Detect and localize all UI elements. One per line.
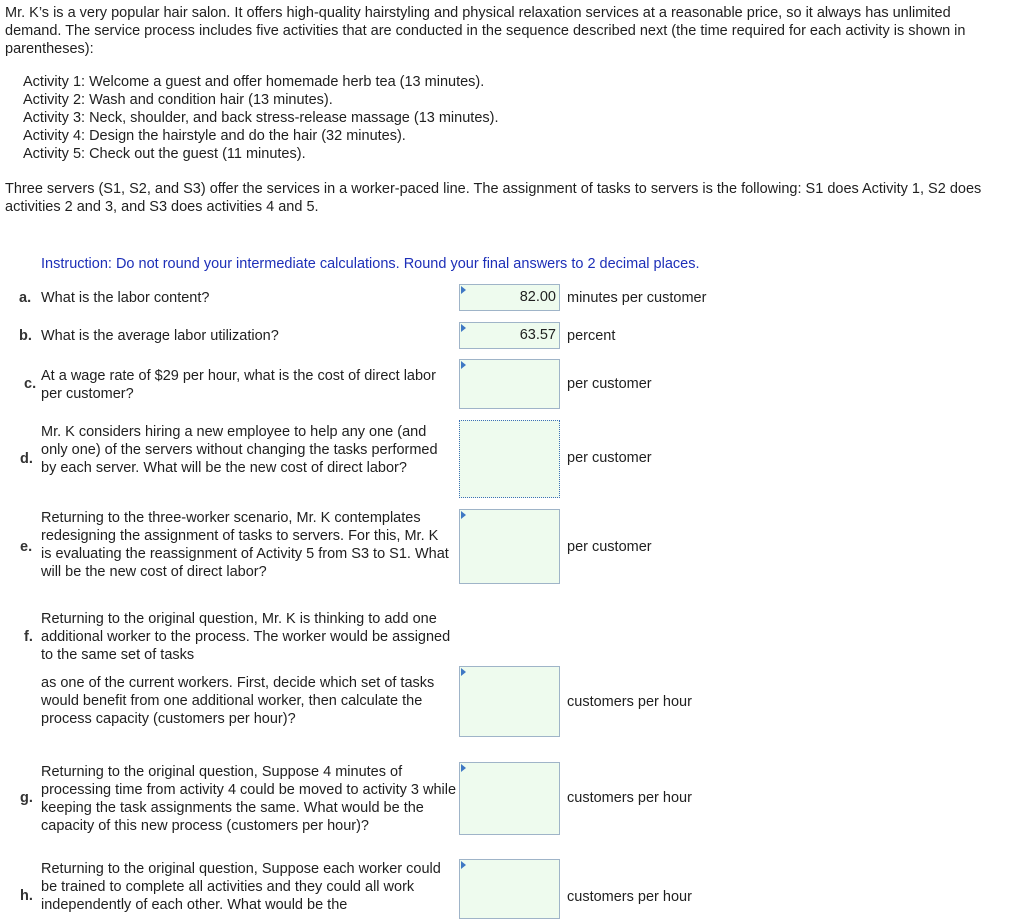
question-text-continued: as one of the current workers. First, decide which set of tasks would benefit from one additional worker, then calculate the process capacity (customers per hour)? [41,675,435,727]
question-text: Mr. K considers hiring a new employee to help any one (and only one) of the servers without changing the tasks performed by each server. What will be the new cost of direct labor? [41,424,438,476]
answer-b-input[interactable] [459,322,560,349]
problem-intro: Mr. K’s is a very popular hair salon. It offers high-quality hairstyling and physical relaxation services at a reasonable price, so it always has unlimited demand. The service process includes five activities that are conducted in the sequence described next (the time required for each activity is shown in parentheses): [5,5,966,57]
answer-a-input[interactable] [459,284,560,311]
question-letter: e. [20,539,33,555]
question-letter: c. [24,376,37,392]
answer-unit: customers per hour [567,694,692,710]
question-text: Returning to the three-worker scenario, Mr. K contemplates redesigning the assignment of tasks to servers. For this, Mr. K is evaluating the reassignment of Activity 5 from S3 to S1. What will be the new cost of direct labor? [41,510,449,580]
question-text: Returning to the original question, Suppose each worker could be trained to complete all activities and they could all work independently of each other. What would be the [41,861,441,913]
answer-value: 63.57 [519,327,556,343]
question-text: What is the labor content? [41,290,210,306]
input-marker-icon [461,324,466,332]
answer-g-input[interactable] [459,762,560,835]
instruction-text: Instruction: Do not round your intermediate calculations. Round your final answers to 2 decimal places. [41,256,700,272]
activity-1: Activity 1: Welcome a guest and offer homemade herb tea (13 minutes). [23,74,485,90]
answer-unit: per customer [567,539,652,555]
answer-value: 82.00 [519,289,556,305]
answer-h-input[interactable] [459,859,560,919]
question-letter: f. [24,629,33,645]
activity-2: Activity 2: Wash and condition hair (13 minutes). [23,92,333,108]
question-text: At a wage rate of $29 per hour, what is the cost of direct labor per customer? [41,368,436,402]
question-letter: b. [19,328,32,344]
question-text: What is the average labor utilization? [41,328,279,344]
answer-unit: per customer [567,376,652,392]
answer-d-input[interactable] [459,420,560,498]
input-marker-icon [461,861,466,869]
question-text: Returning to the original question, Mr. K is thinking to add one additional worker to the process. The worker would be assigned to the same set of tasks [41,611,451,663]
question-letter: a. [19,290,32,306]
answer-unit: minutes per customer [567,290,707,306]
activity-5: Activity 5: Check out the guest (11 minutes). [23,146,306,162]
answer-unit: per customer [567,450,652,466]
question-text: Returning to the original question, Suppose 4 minutes of processing time from activity 4 could be moved to activity 3 while keeping the task assignments the same. What would be the capacity of this new process (customers per hour)? [41,764,457,834]
answer-unit: customers per hour [567,790,692,806]
input-marker-icon [461,511,466,519]
input-marker-icon [461,668,466,676]
activity-4: Activity 4: Design the hairstyle and do the hair (32 minutes). [23,128,406,144]
input-marker-icon [461,361,466,369]
answer-e-input[interactable] [459,509,560,584]
activity-3: Activity 3: Neck, shoulder, and back stress-release massage (13 minutes). [23,110,499,126]
answer-unit: customers per hour [567,889,692,905]
input-marker-icon [461,764,466,772]
question-letter: h. [20,888,33,904]
question-letter: g. [20,790,33,806]
answer-c-input[interactable] [459,359,560,409]
answer-f-input[interactable] [459,666,560,737]
servers-description: Three servers (S1, S2, and S3) offer the services in a worker-paced line. The assignment of tasks to servers is the following: S1 does Activity 1, S2 does activities 2 and 3, and S3 does activities 4 and 5. [5,181,982,215]
input-marker-icon [461,286,466,294]
answer-unit: percent [567,328,616,344]
activity-list [23,73,498,163]
question-letter: d. [20,451,33,467]
